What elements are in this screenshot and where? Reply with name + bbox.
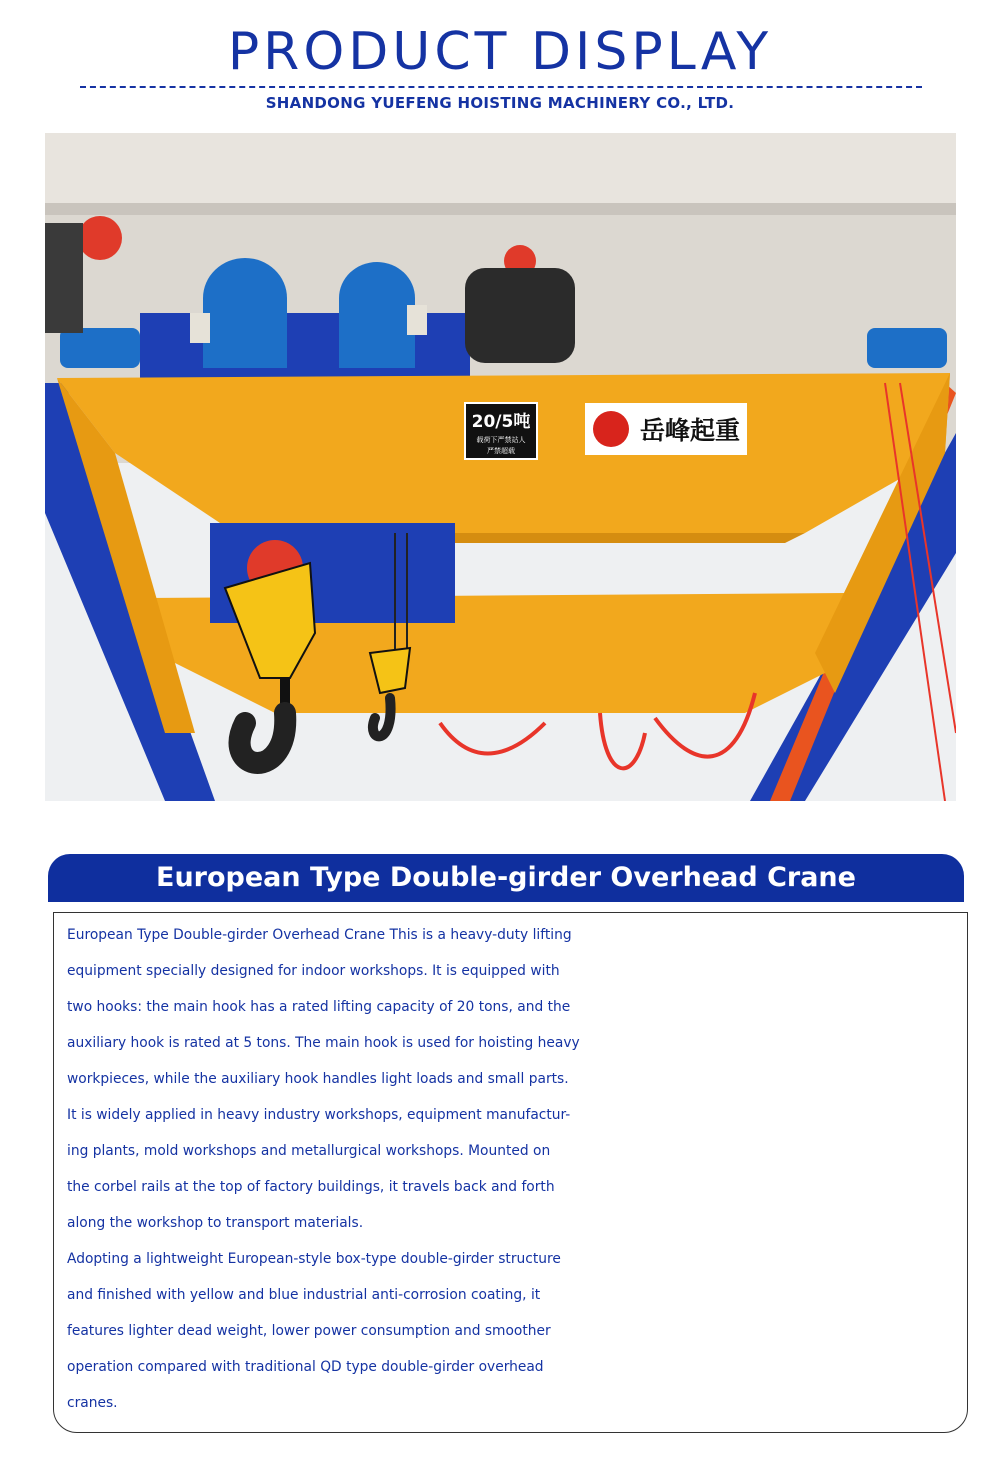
brand-sign-text: 岳峰起重 [639, 416, 741, 445]
end-motor-right [867, 328, 947, 368]
header-dashed-divider [80, 86, 922, 88]
description-line: cranes. [67, 1395, 118, 1411]
company-name: SHANDONG YUEFENG HOISTING MACHINERY CO., LTD. [265, 94, 735, 112]
brand-logo-icon [593, 411, 629, 447]
end-motor-left [60, 328, 140, 368]
capacity-sign-text-3: 严禁超载 [487, 447, 515, 455]
worker-helmet-left [78, 216, 122, 260]
description-line: the corbel rails at the top of factory buildings, it travels back and forth [67, 1179, 555, 1195]
ceiling-beam [45, 203, 956, 215]
product-title-bar: European Type Double-girder Overhead Crane [48, 854, 964, 902]
description-line: features lighter dead weight, lower power consumption and smoother [67, 1323, 551, 1339]
product-photo [45, 133, 956, 801]
description-line: two hooks: the main hook has a rated lifting capacity of 20 tons, and the [67, 999, 571, 1015]
capacity-sign-text-1: 20/5吨 [471, 412, 531, 432]
description-line: and finished with yellow and blue industrial anti-corrosion coating, it [67, 1287, 541, 1303]
crane-illustration [45, 133, 956, 801]
description-line: auxiliary hook is rated at 5 tons. The main hook is used for hoisting heavy [67, 1035, 580, 1051]
description-line: operation compared with traditional QD type double-girder overhead [67, 1359, 544, 1375]
description-line: equipment specially designed for indoor workshops. It is equipped with [67, 963, 560, 979]
capacity-sign-text-2: 载荷下严禁站人 [476, 436, 526, 444]
page-title: PRODUCT DISPLAY [227, 22, 773, 82]
description-line: workpieces, while the auxiliary hook handles light loads and small parts. [67, 1071, 569, 1087]
description-line: Adopting a lightweight European-style box-type double-girder structure [67, 1251, 561, 1267]
description-line: European Type Double-girder Overhead Crane This is a heavy-duty lifting [67, 927, 572, 943]
description-line: along the workshop to transport materials. [67, 1215, 364, 1231]
description-line: ing plants, mold workshops and metallurgical workshops. Mounted on [67, 1143, 551, 1159]
ceiling [45, 133, 956, 203]
product-description [53, 912, 968, 1433]
description-line: It is widely applied in heavy industry workshops, equipment manufactur- [67, 1107, 571, 1123]
